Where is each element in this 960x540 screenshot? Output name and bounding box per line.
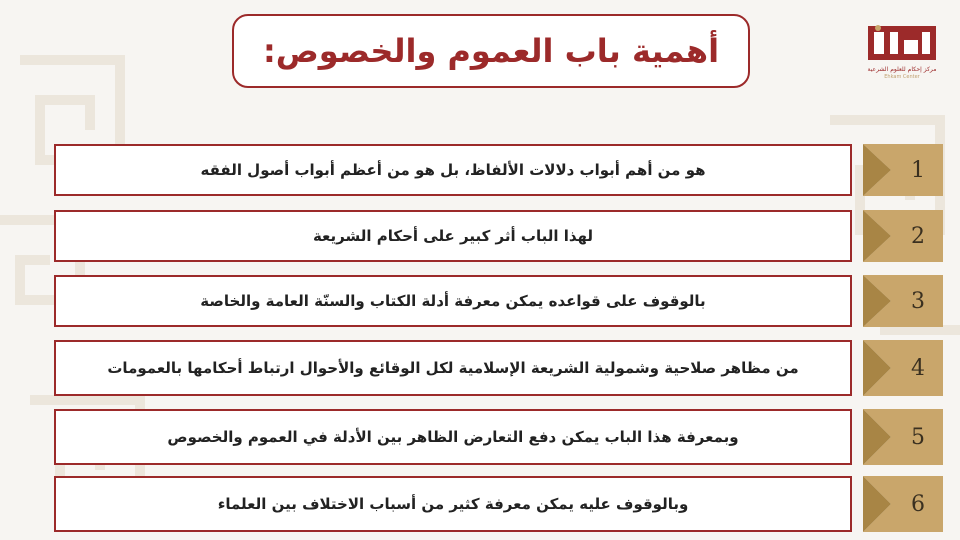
number-label-5: 5	[911, 424, 925, 450]
point-box-1	[54, 144, 852, 196]
point-box-5	[54, 409, 852, 465]
number-badge-2	[863, 210, 943, 262]
number-label-3: 3	[911, 288, 925, 314]
number-label-6: 6	[911, 491, 925, 517]
slide-title: أهمية باب العموم والخصوص:	[262, 32, 720, 70]
point-box-6	[54, 476, 852, 532]
number-badge-3	[863, 275, 943, 327]
point-box-3	[54, 275, 852, 327]
point-text-3: بالوقوف على قواعده يمكن معرفة أدلة الكتاب والسنّة العامة والخاصة	[200, 291, 706, 310]
number-label-2: 2	[911, 223, 925, 249]
number-label-4: 4	[911, 355, 925, 381]
number-label-1: 1	[911, 157, 925, 183]
logo-mark	[864, 20, 940, 66]
number-badge-6	[863, 476, 943, 532]
logo-name: مركز إحكام للعلوم الشرعية	[867, 66, 937, 73]
title-box	[232, 14, 750, 88]
point-text-2: لهذا الباب أثر كبير على أحكام الشريعة	[312, 226, 594, 245]
point-text-5: وبمعرفة هذا الباب يمكن دفع التعارض الظاهر بين الأدلة في العموم والخصوص	[167, 427, 739, 446]
logo	[862, 20, 942, 100]
point-text-4: من مظاهر صلاحية وشمولية الشريعة الإسلامية لكل الوقائع والأحوال ارتباط أحكامها بالعمومات	[107, 358, 799, 377]
logo-subtitle: Ehkam Center	[884, 74, 920, 80]
number-badge-4	[863, 340, 943, 396]
point-text-1: هو من أهم أبواب دلالات الألفاظ، بل هو من أعظم أبواب أصول الفقه	[200, 160, 706, 179]
point-box-4	[54, 340, 852, 396]
point-box-2	[54, 210, 852, 262]
number-badge-1	[863, 144, 943, 196]
number-badge-5	[863, 409, 943, 465]
point-text-6: وبالوقوف عليه يمكن معرفة كثير من أسباب الاختلاف بين العلماء	[217, 494, 689, 513]
